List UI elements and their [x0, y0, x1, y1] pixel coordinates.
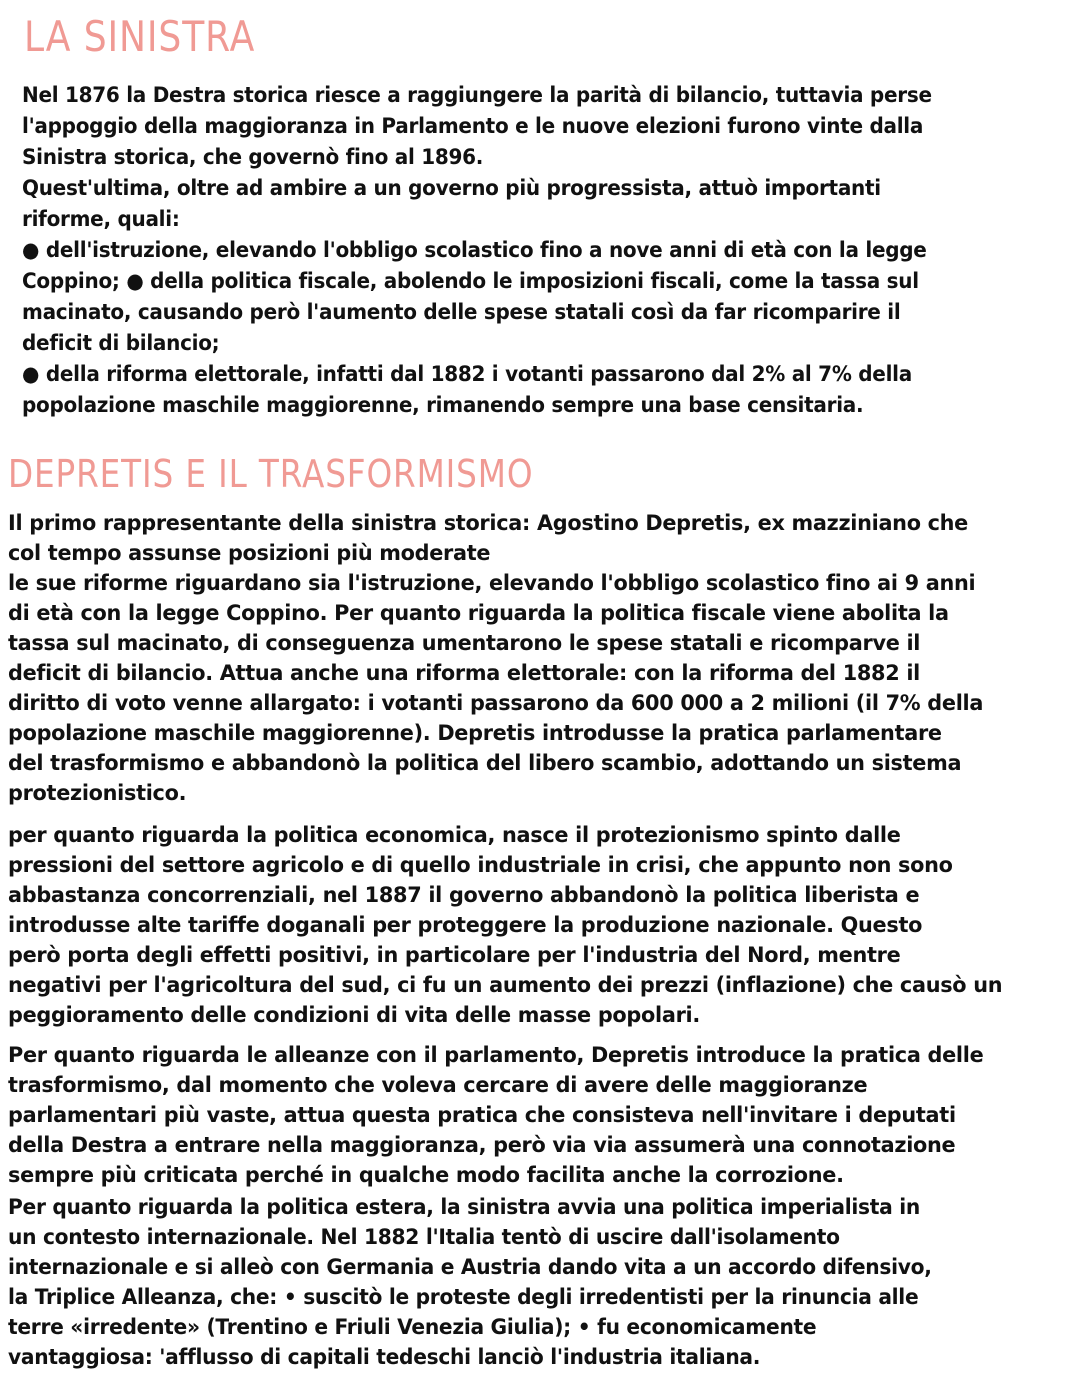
text-line: terre «irredente» (Trentino e Friuli Venezia Giulia); • fu economicamente [8, 1315, 817, 1339]
text-line: abbastanza concorrenziali, nel 1887 il governo abbandonò la politica liberista e [8, 883, 920, 907]
text-line: parlamentari più vaste, attua questa pratica che consisteva nell'invitare i deputati [8, 1103, 956, 1127]
text-line: popolazione maschile maggiorenne). Depretis introdusse la pratica parlamentare [8, 721, 942, 745]
text-line: un contesto internazionale. Nel 1882 l'Italia tentò di uscire dall'isolamento [8, 1225, 840, 1249]
text-line: Per quanto riguarda le alleanze con il parlamento, Depretis introduce la pratica delle [8, 1043, 984, 1067]
text-line: l'appoggio della maggioranza in Parlamento e le nuove elezioni furono vinte dalla [22, 114, 924, 138]
text-line: ● dell'istruzione, elevando l'obbligo scolastico fino a nove anni di età con la legge [22, 238, 927, 262]
text-line: Quest'ultima, oltre ad ambire a un governo più progressista, attuò importanti [22, 176, 881, 200]
text-line: macinato, causando però l'aumento delle spese statali così da far ricomparire il [22, 300, 901, 324]
text-line: Il primo rappresentante della sinistra storica: Agostino Depretis, ex mazziniano che [8, 511, 968, 535]
paragraph-trasformismo [8, 1040, 1068, 1190]
text-line: del trasformismo e abbandonò la politica del libero scambio, adottando un sistema [8, 751, 962, 775]
paragraph-depretis-riforme [8, 508, 1068, 808]
text-line: Nel 1876 la Destra storica riesce a raggiungere la parità di bilancio, tuttavia perse [22, 83, 932, 107]
text-line: diritto di voto venne allargato: i votanti passarono da 600 000 a 2 milioni (il 7% della [8, 691, 984, 715]
section-title-depretis: DEPRETIS E IL TRASFORMISMO [8, 452, 534, 496]
paragraph-la-sinistra [22, 80, 1080, 421]
text-line: di età con la legge Coppino. Per quanto riguarda la politica fiscale viene abolita la [8, 601, 949, 625]
paragraph-politica-estera [8, 1192, 1068, 1372]
paragraph-politica-economica [8, 820, 1068, 1030]
text-line: peggioramento delle condizioni di vita delle masse popolari. [8, 1003, 700, 1027]
text-line: le sue riforme riguardano sia l'istruzione, elevando l'obbligo scolastico fino ai 9 anni [8, 571, 976, 595]
text-line: la Triplice Alleanza, che: • suscitò le proteste degli irredentisti per la rinuncia alle [8, 1285, 919, 1309]
text-line: Sinistra storica, che governò fino al 1896. [22, 145, 484, 169]
text-line: Coppino; ● della politica fiscale, abolendo le imposizioni fiscali, come la tassa sul [22, 269, 919, 293]
text-line: sempre più criticata perché in qualche modo facilita anche la corrozione. [8, 1163, 844, 1187]
text-line: trasformismo, dal momento che voleva cercare di avere delle maggioranze [8, 1073, 868, 1097]
text-line: della Destra a entrare nella maggioranza, però via via assumerà una connotazione [8, 1133, 956, 1157]
text-line: riforme, quali: [22, 207, 180, 231]
text-line: deficit di bilancio; [22, 331, 220, 355]
text-line: introdusse alte tariffe doganali per proteggere la produzione nazionale. Questo [8, 913, 923, 937]
text-line: pressioni del settore agricolo e di quello industriale in crisi, che appunto non sono [8, 853, 953, 877]
text-line: col tempo assunse posizioni più moderate [8, 541, 491, 565]
text-line: protezionistico. [8, 781, 187, 805]
text-line: deficit di bilancio. Attua anche una riforma elettorale: con la riforma del 1882 il [8, 661, 921, 685]
text-line: per quanto riguarda la politica economica, nasce il protezionismo spinto dalle [8, 823, 901, 847]
text-line: popolazione maschile maggiorenne, rimanendo sempre una base censitaria. [22, 393, 864, 417]
text-line: Per quanto riguarda la politica estera, la sinistra avvia una politica imperialista in [8, 1195, 920, 1219]
text-line: però porta degli effetti positivi, in particolare per l'industria del Nord, mentre [8, 943, 901, 967]
text-line: internazionale e si alleò con Germania e Austria dando vita a un accordo difensivo, [8, 1255, 932, 1279]
section-title-la-sinistra: LA SINISTRA [24, 12, 256, 61]
text-line: vantaggiosa: 'afflusso di capitali tedeschi lanciò l'industria italiana. [8, 1345, 761, 1369]
text-line: negativi per l'agricoltura del sud, ci fu un aumento dei prezzi (inflazione) che causò un [8, 973, 1003, 997]
text-line: tassa sul macinato, di conseguenza umentarono le spese statali e ricomparve il [8, 631, 921, 655]
text-line: ● della riforma elettorale, infatti dal 1882 i votanti passarono dal 2% al 7% della [22, 362, 912, 386]
